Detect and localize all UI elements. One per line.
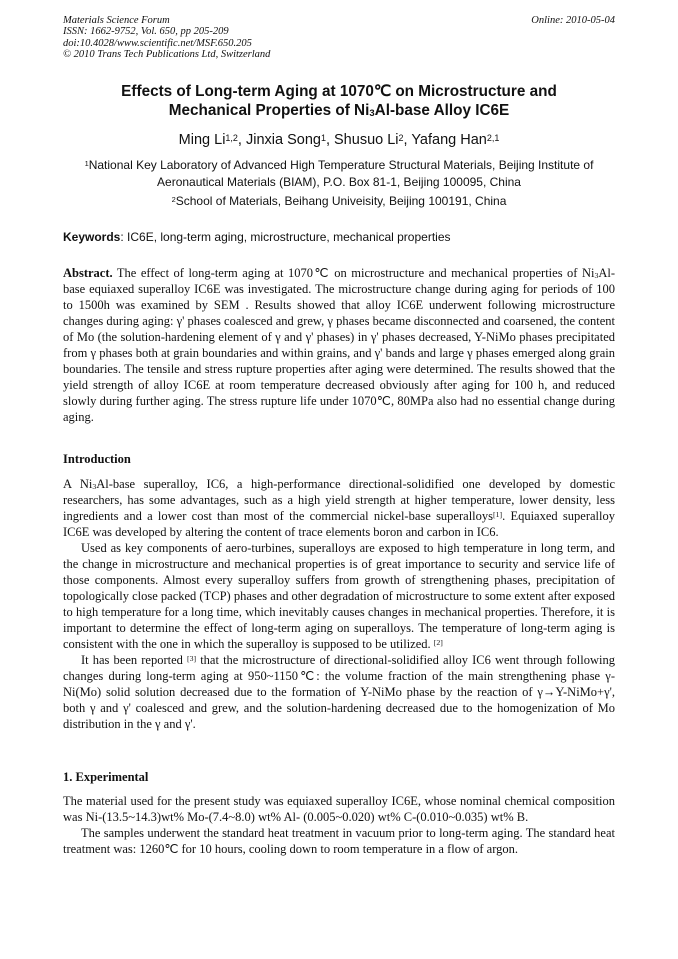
paragraph: Used as key components of aero-turbines, superalloys are exposed to high temperature in long term, and the change in microstructure and mechanical properties is of great importance to security and service life of those components. Almost every superalloy suffers from growth of strengthening phases, precipitation of topologically close packed (TCP) phases and other degradation of microstructure to some extent after exposed to high temperature for a long time, which inevitably causes changes in mechanical properties. Therefore, it is important to determine the effect of long-term aging on superalloys. The temperature of long-term aging is consistent with the one in which the superalloy is supposed to be utilized. [2]: [63, 541, 615, 651]
paragraph: The samples underwent the standard heat treatment in vacuum prior to long-term aging. The standard heat treatment was: 1260℃ for 10 hours, cooling down to room temperature in a flow of argon.: [63, 826, 615, 856]
author-affil-mark: 1: [320, 132, 326, 143]
affiliation-2: $^2$School of Materials, Beihang Univeisity, Beijing 100191, China: [171, 194, 507, 208]
author-name: Jinxia Song: [245, 132, 321, 148]
keywords-text: : IC6E, long-term aging, microstructure, mechanical properties: [120, 230, 451, 244]
paper-title: [63, 82, 615, 120]
keywords-label: Keywords: [63, 230, 121, 244]
affiliation-1: $^1$National Key Laboratory of Advanced High Temperature Structural Materials, Beijing Institute of Aeronautical Materials (BIAM), P.O. Box 81-1, Beijing 100095, China: [84, 158, 594, 189]
author-name: Shusuo Li: [334, 132, 399, 148]
doi-line: doi:10.4028/www.scientific.net/MSF.650.205: [63, 37, 252, 49]
paragraph: A $Ni_3Al$-base superalloy, IC6, a high-performance directional-solidified one developed by domestic researchers, has some advantages, such as a high yield strength at higher temperature, lower density, less ingredients and a lower cost than most of the commercial nickel-base superalloys[1]. Equiaxed superalloy IC6E was developed by altering the content of trace elements boron and carbon in IC6.: [63, 477, 615, 539]
paragraph: The material used for the present study was equiaxed superalloy IC6E, whose nominal chemical composition was Ni-(13.5~14.3)wt% Mo-(7.4~8.0) wt% Al- (0.005~0.020) wt% C-(0.010~0.035) wt% B.: [63, 794, 615, 824]
abstract-label: Abstract.: [63, 266, 113, 280]
citation-link[interactable]: [1]: [493, 510, 503, 520]
section-heading-introduction: Introduction: [63, 452, 131, 466]
abstract: Abstract. The effect of long-term aging at 1070℃ on microstructure and mechanical properties of $Ni_3Al$-base equiaxed superalloy IC6E was investigated. The microstructure change during aging for periods of 100 to 1500h was examined by SEM . Results showed that alloy IC6E underwent following microstructure changes during aging: γ' phases coalesced and grew, γ phases became disconnected and coarsened, the content of Mo (the solution-hardening element of γ and γ' phases) in γ' phases decreased, Y-NiMo phases precipitated from γ phases both at grain boundaries and within grains, and γ' bands and large γ phases emerged along grain boundaries. The tensile and stress rupture properties after aging were determined. The results showed that the yield strength of alloy IC6E at room temperature decreased obviously after aging for 100 h, and reduced slowly during further aging. The stress rupture life under 1070℃, 80MPa also had no essential change during aging.: [63, 266, 615, 424]
online-date: Online: 2010-05-04: [531, 15, 615, 26]
experimental-body: [63, 793, 615, 857]
journal-name: Materials Science Forum: [63, 15, 170, 26]
keywords: [63, 229, 615, 245]
section-heading-experimental: 1. Experimental: [63, 770, 149, 784]
title-line-1: Effects of Long-term Aging at 1070℃ on Microstructure and: [121, 83, 557, 100]
author-list: Ming Li$^{1,2}$, Jinxia Song$^1$, Shusuo Li$^2$, Yafang Han$^{2,1}$: [178, 132, 500, 148]
author-affil-mark: 2: [398, 132, 404, 143]
citation-link[interactable]: [2]: [433, 638, 443, 648]
author-affil-mark: 1,2: [225, 132, 238, 143]
issn-line: ISSN: 1662-9752, Vol. 650, pp 205-209: [63, 26, 229, 38]
title-line-2: Mechanical Properties of $Ni_3Al$-base Alloy IC6E: [168, 102, 510, 120]
citation-link[interactable]: [3]: [187, 654, 197, 664]
paragraph: It has been reported [3] that the microstructure of directional-solidified alloy IC6 went through following changes during long-term aging at 950~1150℃: the volume fraction of the main strengthening phase γ-Ni(Mo) solid solution decreased due to the formation of Y-NiMo phase by the reaction of γ→Y-NiMo+γ', both γ and γ' coalesced and grew, and the solution-hardening decreased due to the homogenization of Mo distribution in the γ and γ'.: [63, 653, 615, 731]
introduction-body: [63, 476, 615, 732]
journal-header: [63, 15, 615, 61]
copyright-line: © 2010 Trans Tech Publications Ltd, Switzerland: [63, 49, 271, 61]
author-name: Yafang Han: [411, 132, 487, 148]
author-name: Ming Li: [178, 132, 226, 148]
author-affil-mark: 2,1: [486, 132, 500, 143]
